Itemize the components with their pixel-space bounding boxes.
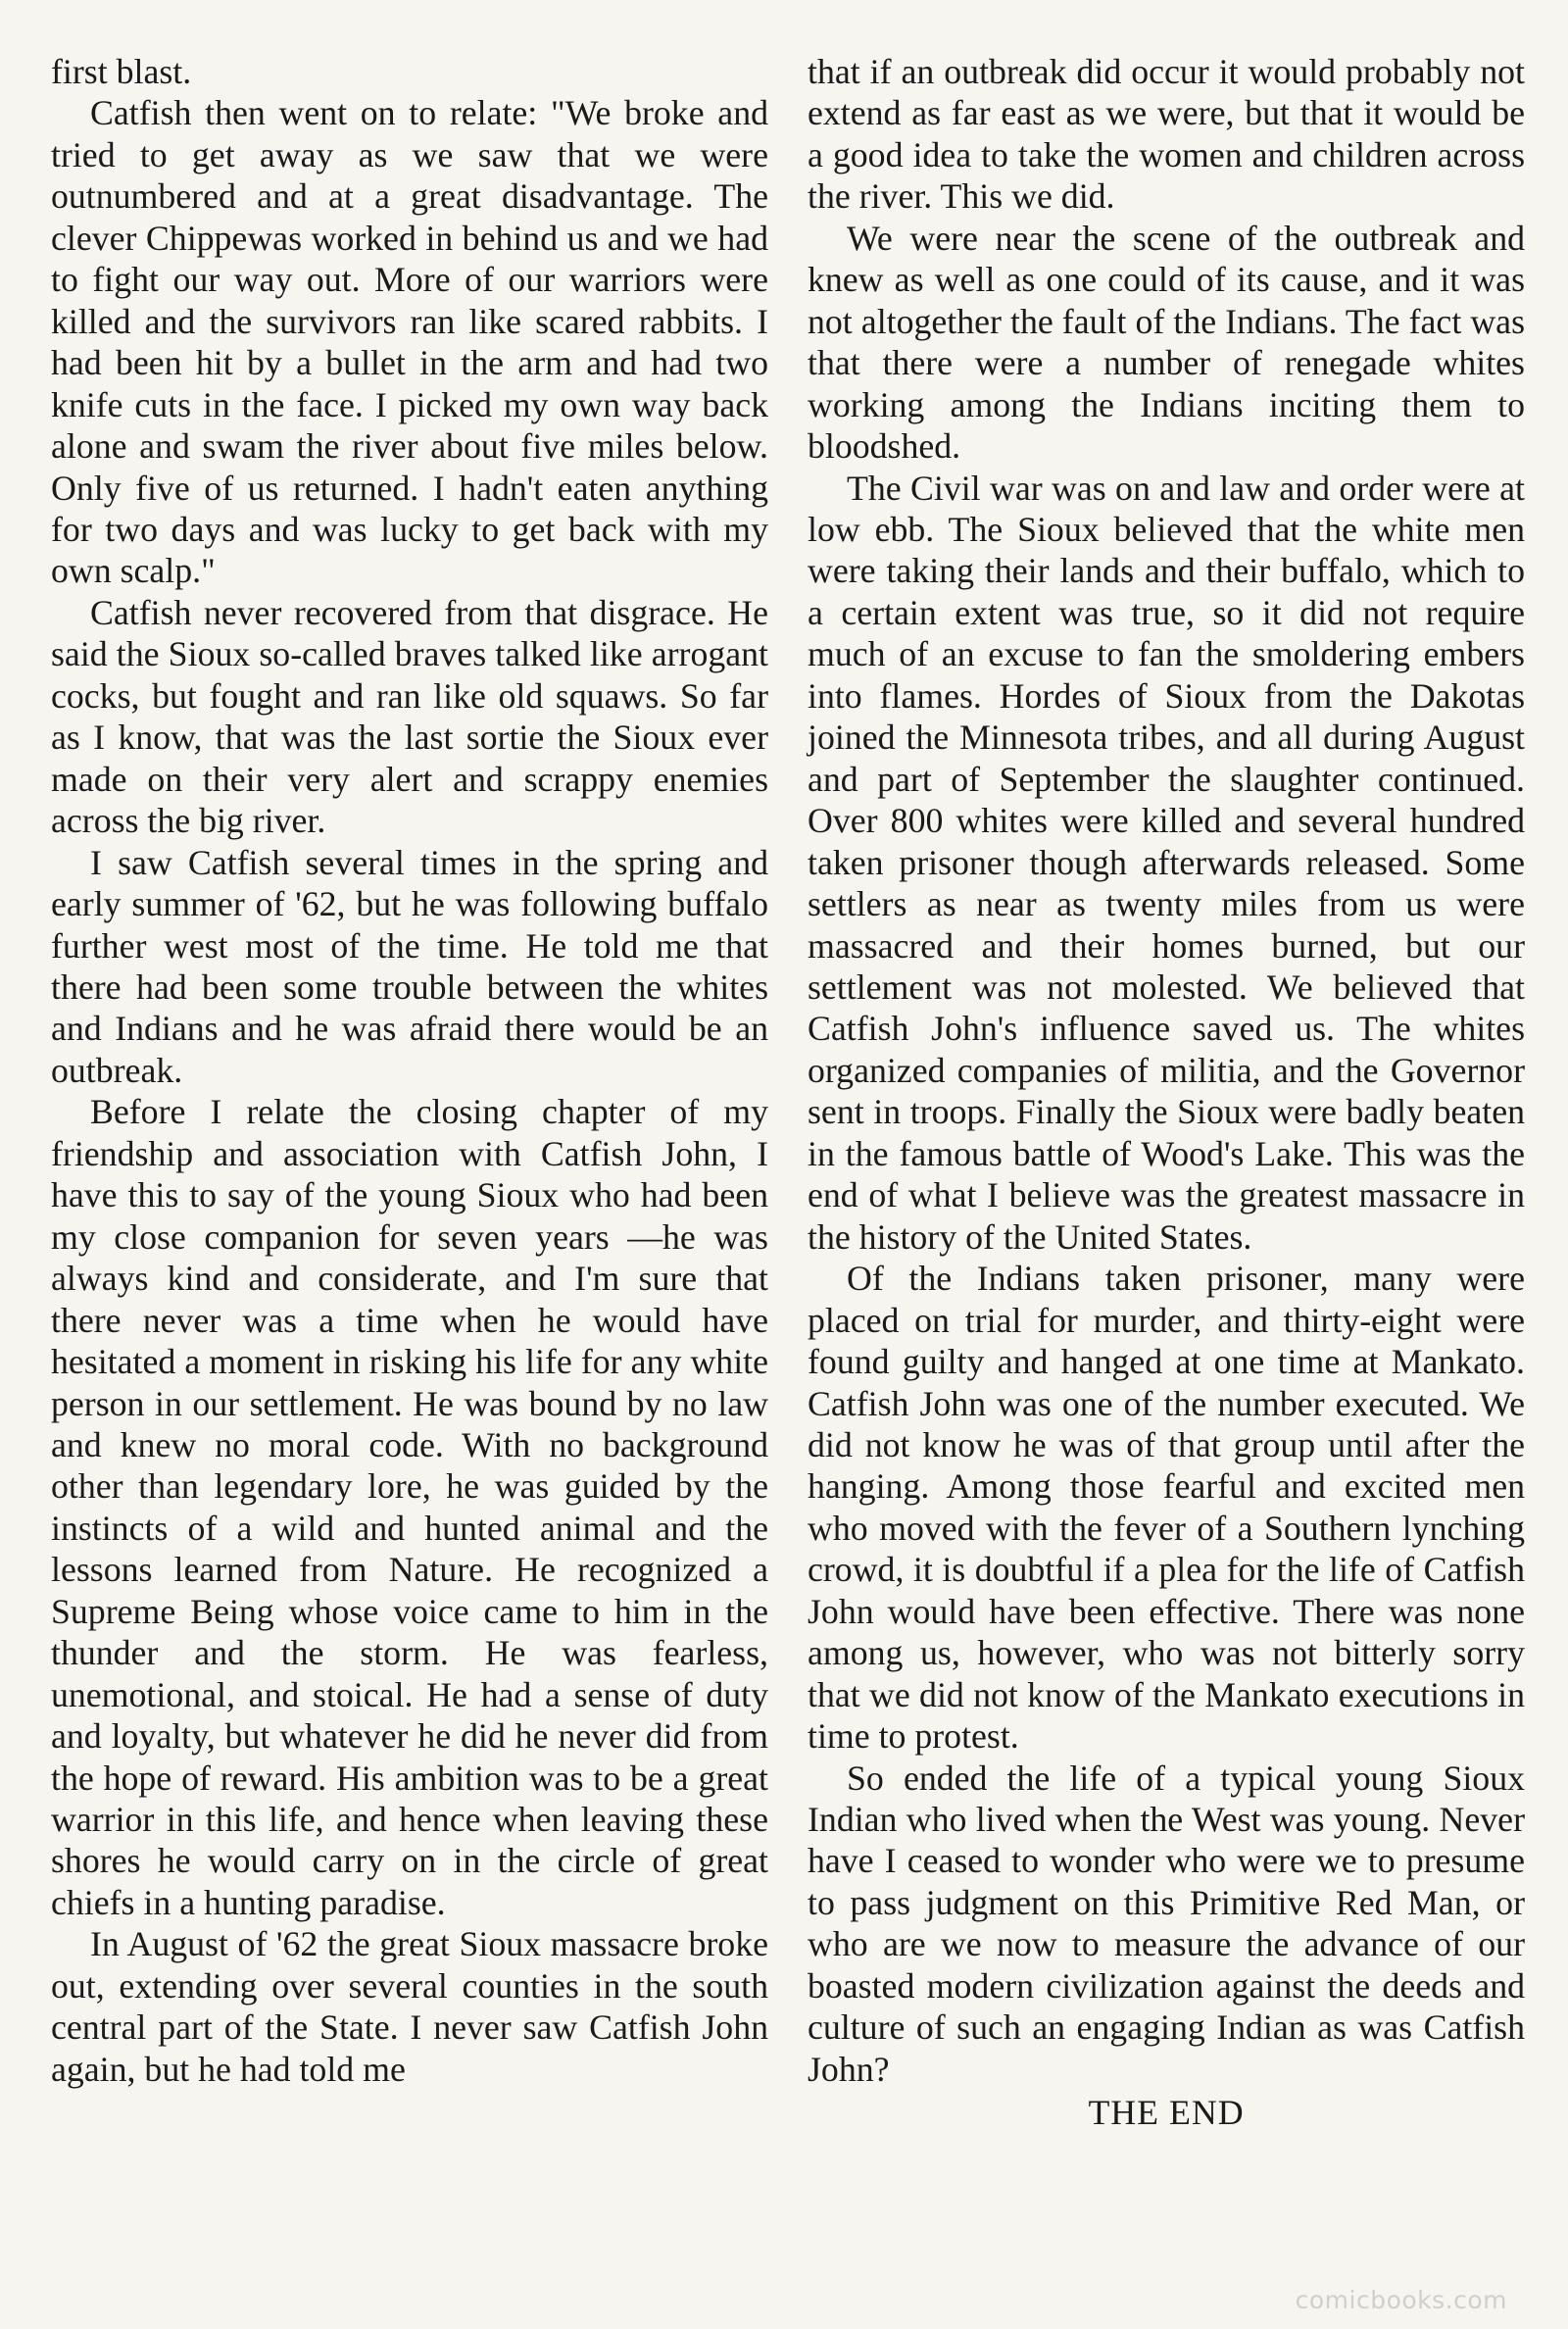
paragraph: first blast. — [51, 52, 192, 91]
watermark: comicbooks.com — [1295, 2286, 1507, 2314]
paragraph: Catfish never recovered from that disgrace. He said the Sioux so-called braves talked like arrogant cocks, but fought and ran like old squaws. So far as I know, that was the last sortie the Sioux ever made on their very alert and scrappy enemies across the big river. — [51, 592, 768, 841]
paragraph: In August of '62 the great Sioux massacre broke out, extending over several counties in the south central part of the State. I never saw Catfish John again, but he had told me — [51, 1924, 768, 2089]
paragraph: The Civil war was on and law and order were at low ebb. The Sioux believed that the white men were taking their lands and their buffalo, which to a certain extent was true, so it did not require much of an excuse to fan the smoldering embers into flames. Hordes of Sioux from the Dakotas joined the Minnesota tribes, and all during August and part of September the slaughter continued. Over 800 whites were killed and several hundred taken prisoner though afterwards released. Some settlers as near as twenty miles from us were massacred and their homes burned, but our settlement was not molested. We believed that Catfish John's influence saved us. The whites organized companies of militia, and the Governor sent in troops. Finally the Sioux were badly beaten in the famous battle of Wood's Lake. This was the end of what I believe was the greatest massacre in the history of the United States. — [808, 468, 1525, 1257]
paragraph: Of the Indians taken prisoner, many were placed on trial for murder, and thirty-eight were found guilty and hanged at one time at Mankato. Catfish John was one of the number executed. We did not know he was of that group until after the hanging. Among those fearful and excited men who moved with the fever of a Southern lynching crowd, it is doubtful if a plea for the life of Catfish John would have been effective. There was none among us, however, who was not bitterly sorry that we did not know of the Mankato executions in time to protest. — [808, 1259, 1525, 1757]
paragraph: that if an outbreak did occur it would probably not extend as far east as we were, but that it would be a good idea to take the women and children across the river. This we did. — [808, 52, 1525, 217]
the-end-label: THE END — [1088, 2093, 1245, 2133]
left-text-column — [51, 51, 768, 2090]
paragraph: I saw Catfish several times in the spring and early summer of '62, but he was following buffalo further west most of the time. He told me that there had been some trouble between the whites and Indians and he was afraid there would be an outbreak. — [51, 842, 768, 1090]
paragraph: So ended the life of a typical young Sioux Indian who lived when the West was young. Never have I ceased to wonder who were we to presume to pass judgment on this Primitive Red Man, or who are we now to measure the advance of our boasted modern civilization against the deeds and culture of such an engaging Indian as was Catfish John? — [808, 1758, 1525, 2089]
right-text-column — [808, 51, 1525, 2134]
paragraph: Catfish then went on to relate: "We broke and tried to get away as we saw that we were outnumbered and at a great disadvantage. The clever Chippewas worked in behind us and we had to fight our way out. More of our warriors were killed and the survivors ran like scared rabbits. I had been hit by a bullet in the arm and had two knife cuts in the face. I picked my own way back alone and swam the river about five miles below. Only five of us returned. I hadn't eaten anything for two days and was lucky to get back with my own scalp." — [51, 93, 768, 591]
paragraph: We were near the scene of the outbreak and knew as well as one could of its cause, and it was not altogether the fault of the Indians. The fact was that there were a number of renegade whites working among the Indians inciting them to bloodshed. — [808, 218, 1525, 467]
paragraph: Before I relate the closing chapter of my friendship and association with Catfish John, I have this to say of the young Sioux who had been my close companion for seven years —he was always kind and considerate, and I'm sure that there never was a time when he would have hesitated a moment in risking his life for any white person in our settlement. He was bound by no law and knew no moral code. With no background other than legendary lore, he was guided by the instincts of a wild and hunted animal and the lessons learned from Nature. He recognized a Supreme Being whose voice came to him in the thunder and the storm. He was fearless, unemotional, and stoical. He had a sense of duty and loyalty, but whatever he did he never did from the hope of reward. His ambition was to be a great warrior in this life, and hence when leaving these shores he would carry on in the circle of great chiefs in a hunting paradise. — [51, 1092, 768, 1922]
